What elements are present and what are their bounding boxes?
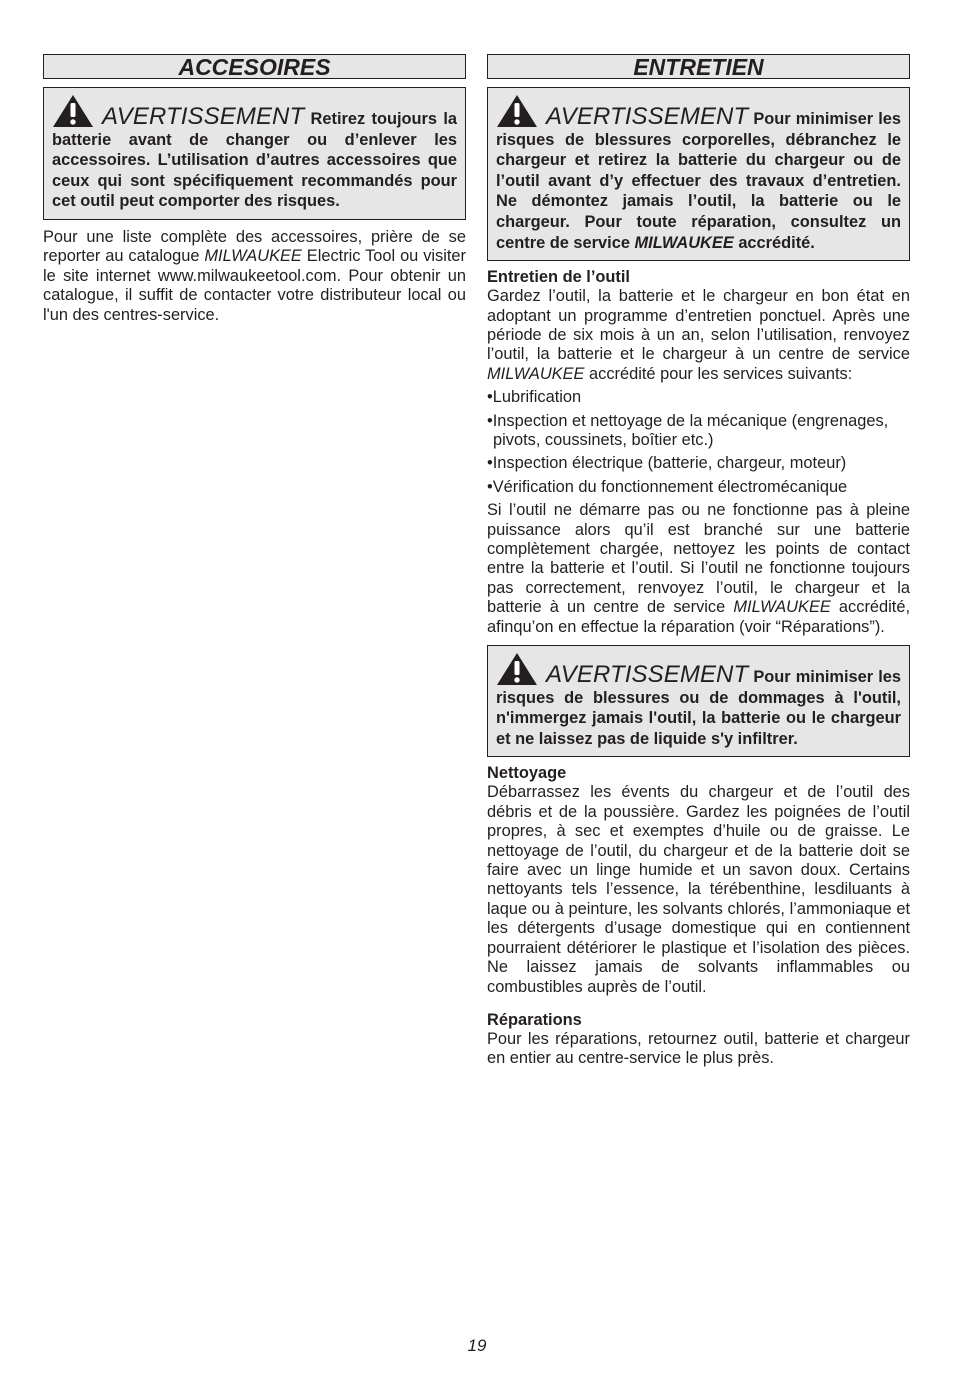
cleaning-paragraph: Débarrassez les évents du chargeur et de l’outil des débris et de la poussière. Gardez les poignées de l’outil propres, à sec et exemptes d’huile ou de graisse. Le nettoyage de l’outil, du chargeur et de la batterie doit se faire avec un linge humide et un savon doux. Certains nettoyants tels l’essence, la térébenthine, lesdiluants à laque ou à peinture, les solvants chlorés, l’ammoniaque et les détergents d’usage domestique qui en contiennent pourraient détériorer le plastique et l’isolation des pièces. Ne laissez jamais de solvants inflammables ou combustibles auprès de l’outil. bbox=[487, 783, 910, 996]
warning-text: Pour minimiser les risques de blessures corporelles, débranchez le chargeur et retirez la batterie du chargeur ou de l’outil avant d’y effectuer des travaux d’entretien. Ne démontez jamais l’outil, la batterie ou le chargeur. Pour toute réparation, consultez un centre de service bbox=[496, 110, 901, 252]
brand-name: MILWAUKEE bbox=[634, 233, 734, 252]
brand-name: MILWAUKEE bbox=[204, 247, 302, 266]
list-item: •Vérification du fonctionnement électromécanique bbox=[487, 477, 848, 496]
accessories-warning-box bbox=[43, 87, 466, 220]
list-item: •Inspection et nettoyage de la mécanique (engrenages, pivots, coussinets, boîtier etc.) bbox=[487, 411, 889, 449]
maintenance-column bbox=[487, 54, 910, 1069]
warning-text-end: accrédité. bbox=[733, 233, 815, 252]
warning-text: Retirez toujours la batterie avant de changer ou d’enlever les accessoires. L’utilisation d’autres accessoires que ceux qui sont spécifiquement recommandés pour cet outil peut comporter des risques. bbox=[52, 110, 457, 211]
text-run: Pour une liste complète des accessoires, prière de se reporter au catalogue bbox=[43, 227, 466, 266]
warning-icon bbox=[496, 94, 538, 128]
repairs-heading: Réparations bbox=[487, 1010, 582, 1029]
text-run: accrédité, afinqu’on en effectue la réparation (voir “Réparations”). bbox=[487, 598, 910, 636]
warning-title: AVERTISSEMENT bbox=[546, 103, 749, 130]
tool-maintenance-heading: Entretien de l’outil bbox=[487, 268, 630, 287]
warning-title: AVERTISSEMENT bbox=[102, 103, 305, 130]
text-run: Gardez l’outil, la batterie et le chargeur en bon état en adoptant un programme d’entretien ponctuel. Après une période de six mois à un an, selon l’utilisation, renvoyez l’outil, la batterie et le chargeur à un centre de service bbox=[487, 287, 910, 364]
text-run: Si l’outil ne démarre pas ou ne fonctionne pas à pleine puissance alors qu’il est branché sur une batterie complètement chargée, nettoyez les points de contact entre la batterie et l’outil. Si l’outil ne fonctionne toujours pas correctement, renvoyez l’outil, le chargeur et la batterie à un centre de service bbox=[487, 501, 910, 617]
maintenance-warning-box bbox=[487, 87, 910, 261]
warning-icon bbox=[52, 94, 94, 128]
warning-text: Pour minimiser les risques de blessures ou de dommages à l'outil, n'immergez jamais l'outil, la batterie ou le chargeur et ne laissez pas de liquide s'y infiltrer. bbox=[496, 668, 901, 748]
troubleshooting-paragraph bbox=[487, 501, 910, 637]
repairs-paragraph: Pour les réparations, retournez outil, batterie et chargeur en entier au centre-service le plus près. bbox=[487, 1029, 910, 1068]
warning-icon bbox=[496, 652, 538, 686]
brand-name: MILWAUKEE bbox=[733, 598, 831, 617]
text-run: accrédité pour les services suivants: bbox=[584, 364, 853, 383]
accessories-heading: ACCESOIRES bbox=[43, 54, 466, 79]
list-item: •Lubrification bbox=[487, 388, 582, 407]
list-item: •Inspection électrique (batterie, chargeur, moteur) bbox=[487, 454, 847, 473]
tool-maintenance-paragraph bbox=[487, 287, 910, 384]
page-number: 19 bbox=[467, 1336, 487, 1355]
immersion-warning-box bbox=[487, 645, 910, 757]
text-run: Electric Tool ou visiter le site internet www.milwaukeetool.com. Pour obtenir un catalogue, il suffit de contacter votre distributeur local ou l'un des centres-service. bbox=[43, 247, 466, 324]
accessories-column bbox=[43, 54, 466, 325]
accessories-paragraph bbox=[43, 228, 466, 325]
cleaning-heading: Nettoyage bbox=[487, 764, 567, 783]
maintenance-heading: ENTRETIEN bbox=[487, 54, 910, 79]
warning-title: AVERTISSEMENT bbox=[546, 661, 749, 689]
brand-name: MILWAUKEE bbox=[487, 364, 585, 383]
